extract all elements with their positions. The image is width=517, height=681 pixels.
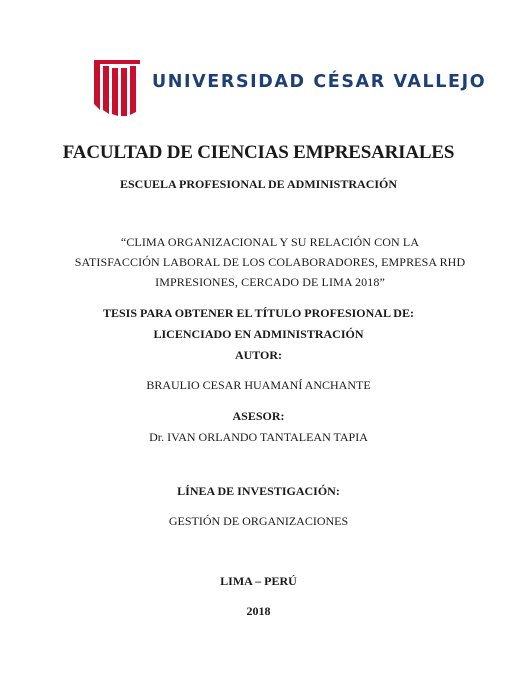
thesis-purpose: TESIS PARA OBTENER EL TÍTULO PROFESIONAL DE: — [103, 306, 414, 320]
advisor-name: Dr. IVAN ORLANDO TANTALEAN TAPIA — [149, 430, 368, 444]
school-title: ESCUELA PROFESIONAL DE ADMINISTRACIÓN — [119, 177, 398, 191]
advisor-label: ASESOR: — [232, 409, 285, 423]
thesis-title — [40, 232, 500, 292]
thesis-title-line: SATISFACCIÓN LABORAL DE LOS COLABORADORES, EMPRESA RHD — [74, 255, 466, 269]
research-line-label: LÍNEA DE INVESTIGACIÓN: — [177, 484, 340, 498]
faculty-title: FACULTAD DE CIENCIAS EMPRESARIALES — [62, 142, 455, 163]
author-label: AUTOR: — [234, 348, 283, 362]
research-line: GESTIÓN DE ORGANIZACIONES — [168, 514, 349, 528]
thesis-title-line: IMPRESIONES, CERCADO DE LIMA 2018” — [155, 275, 385, 289]
degree-name: LICENCIADO EN ADMINISTRACIÓN — [153, 327, 364, 341]
year: 2018 — [246, 604, 271, 618]
thesis-title-line: “CLIMA ORGANIZACIONAL Y SU RELACIÓN CON LA — [120, 235, 420, 249]
university-emblem-icon — [94, 60, 142, 116]
author-name: BRAULIO CESAR HUAMANÍ ANCHANTE — [146, 378, 371, 392]
university-logo — [94, 60, 487, 116]
location: LIMA – PERÚ — [220, 574, 297, 588]
university-name: UNIVERSIDAD CÉSAR VALLEJO — [152, 72, 487, 92]
